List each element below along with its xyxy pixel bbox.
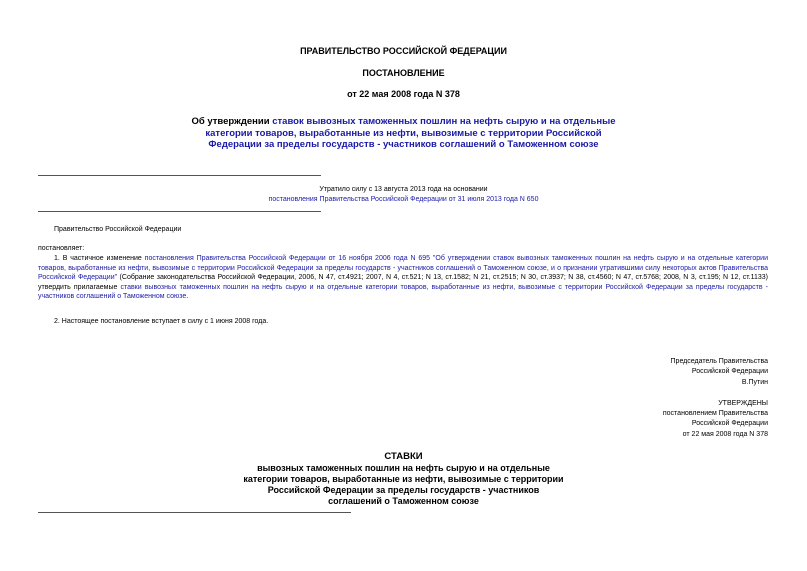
divider-top [38, 175, 321, 176]
rates-title-line3: Российской Федерации за пределы государств - участников [267, 485, 540, 495]
divider-status [38, 211, 321, 212]
p1-link-resolution[interactable]: постановления Правительства Российской Федерации от 16 ноября 2006 года N 695 "Об утверждении ставок вывозных таможенных пошлин на нефть сырую и на отдельные категории товаров, выработанные из нефти, вывозимые с территории Российской Федерации за пределы государств - участников соглашений о Таможенном союзе, и о признании утратившими силу некоторых актов Правительства Российской Федерации" [38, 255, 768, 282]
government-heading: ПРАВИТЕЛЬСТВО РОССИЙСКОЙ ФЕДЕРАЦИИ [300, 46, 507, 56]
rates-title-line2: категории товаров, выработанные из нефти, вывозимые с территории [243, 474, 564, 484]
approval-line3: Российской Федерации [691, 420, 768, 427]
document-date-number: от 22 мая 2008 года N 378 [347, 89, 460, 99]
paragraph-2: 2. Настоящее постановление вступает в силу с 1 июня 2008 года. [54, 318, 269, 325]
signature-line2: Российской Федерации [691, 368, 768, 375]
signature-name: В.Путин [741, 379, 768, 386]
p1-link-rates[interactable]: ставки вывозных таможенных пошлин на нефть сырую и на отдельные категории товаров, выработанные из нефти, вывозимые с территории Российской Федерации за пределы государств - участников соглашений о Таможенном союзе [38, 283, 768, 301]
title-prefix: Об утверждении [191, 116, 273, 127]
signature-line1: Председатель Правительства [670, 358, 768, 365]
decree-text: постановляет: [38, 245, 85, 252]
paragraph-1 [38, 254, 768, 302]
p1-middle: (Собрание законодательства Российской Федерации, 2006, N 47, ст.4921; 2007, N 4, ст.521; N 13, ст.1582; N 21, ст.2515; N 30, ст.3937; N 38, ст.4560; N 47, ст.5768; 2008, N 3, ст.195; N 12, ст.1133) утвердить прилагаемые [38, 274, 768, 291]
divider-bottom [38, 512, 351, 513]
title-link[interactable]: ставок вывозных таможенных пошлин на нефть сырую и на отдельные категории товаров, выработанные из нефти, вывозимые с территории Российской Федерации за пределы государств - участников соглашений о Таможенном союзе [205, 116, 616, 150]
approval-line1: УТВЕРЖДЕНЫ [718, 400, 768, 407]
rates-heading: СТАВКИ [384, 451, 423, 462]
rates-title-block [180, 463, 627, 507]
status-note-line1: Утратило силу с 13 августа 2013 года на основании [319, 186, 488, 193]
document-title [180, 116, 627, 151]
intro-text: Правительство Российской Федерации [54, 226, 182, 233]
rates-title-line1: вывозных таможенных пошлин на нефть сырую и на отдельные [257, 463, 550, 473]
p1-start: 1. В частичное изменение [54, 255, 145, 262]
approval-line2: постановлением Правительства [662, 410, 768, 417]
p1-end: . [186, 293, 189, 301]
rates-title-line4: соглашений о Таможенном союзе [328, 496, 479, 506]
approval-line4: от 22 мая 2008 года N 378 [682, 431, 768, 438]
document-type: ПОСТАНОВЛЕНИЕ [362, 68, 445, 78]
status-note-link[interactable]: постановления Правительства Российской Федерации от 31 июля 2013 года N 650 [268, 196, 539, 203]
